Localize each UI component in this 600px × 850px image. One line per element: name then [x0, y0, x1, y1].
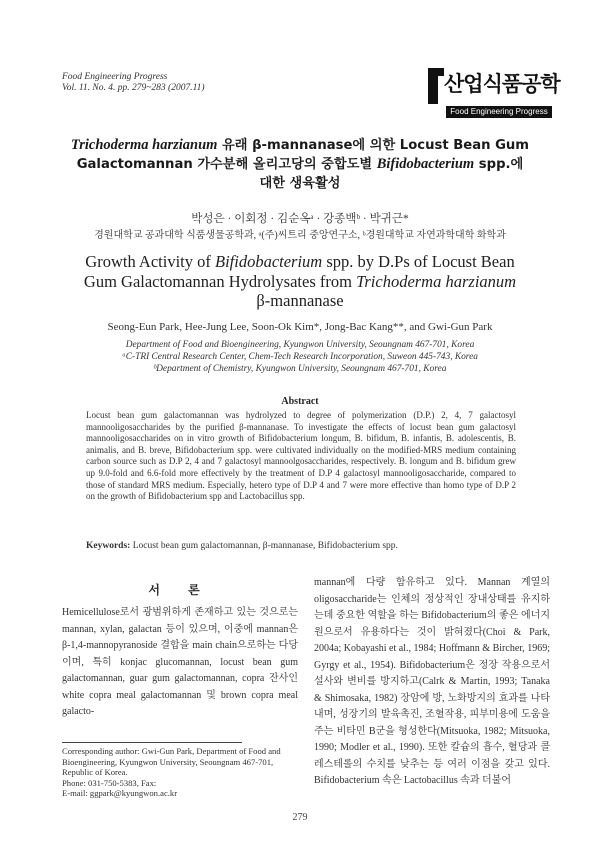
body-column-right: mannan에 다량 함유하고 있다. Mannan 계열의 oligosaccharide는 인체의 정상적인 장내상태를 유지하는데 중요한 역할을 하는 Bifidobacterium의 좋은 에너지원으로서 유용하다는 것이 밝혀졌다(Choi & Park, 2004a; Kobayashi et al., 1984; Hoffmann & Bircher, 1969; Gyrgy et al., 1954). Bifidobacterium은 정장 작용으로서 설사와 변비를 방지하고(Calrk & Martin, 1993; Tanaka & Shimosaka, 1982) 장암에 방, 노화방지의 효과를 나타내며, 성장기의 발육촉진, 조혈작용, 피부미용에 도움을 주는 비타민 B군을 형성한다(Mitsuoka, 1982; Mitsuoka, 1990; Modler et al., 1990). 또한 칼슘의 흡수, 혈당과 콜레스테롤의 수치를 낮추는 등 여러 이점을 갖고 있다. Bifidobacterium 속은 Lactobacillus 속과 더불어 [314, 577, 550, 786]
footnote-line: E-mail: ggpark@kyungwon.ac.kr [62, 788, 178, 799]
korean-title-species: Trichoderma harzianum [70, 137, 218, 153]
korean-affiliation: 경원대학교 공과대학 식품생물공학과, ᵃ(주)씨트리 중앙연구소, ᵇ경원대학교 자연과학대학 화학과 [94, 230, 506, 241]
journal-volume: Vol. 11. No. 4. pp. 279~283 (2007.11) [62, 83, 205, 93]
keywords [86, 541, 516, 551]
keywords-text: Locust bean gum galactomannan, β-mannanase, Bifidobacterium spp. [130, 541, 398, 551]
body-column-left: Hemicellulose로서 광범위하게 존재하고 있는 것으로는 mannan, xylan, galactan 등이 있으며, 이중에 mannan은 β-1,4-mannopyranoside 결합을 main chain으로하는 다당이며, 특히 konjac glucomannan, locust bean gum galactomannan, guar gum galactomannan, copra 잔사인 white copra meal galactomannan 및 brown copra meal galacto- [62, 607, 298, 717]
logo-mark [428, 68, 438, 104]
korean-title-line2-end: spp.에 [474, 157, 524, 172]
korean-title-line1: 유래 β-mannanase에 의한 Locust Bean Gum [217, 138, 530, 153]
affiliation-line: ᵃC-TRI Central Research Center, Chem-Tech Research Incorporation, Suweon 445-743, Korea [122, 352, 478, 362]
abstract-heading: Abstract [281, 396, 319, 407]
footnote-line: Phone: 031-750-5383, Fax: [62, 777, 157, 788]
english-authors: Seong-Eun Park, Hee-Jung Lee, Soon-Ok Kim*, Jong-Bac Kang**, and Gwi-Gun Park [107, 321, 493, 333]
english-affiliations [0, 339, 600, 375]
logo-text: 산업식품공학 [444, 72, 560, 96]
keywords-label: Keywords: [86, 541, 131, 551]
logo-subtitle: Food Engineering Progress [446, 106, 552, 118]
section-heading-introduction: 서 론 [148, 583, 212, 597]
english-title-line3: β-mannanase [256, 291, 344, 310]
english-title-line2-start: Gum Galactomannan Hydrolysates from [83, 271, 357, 291]
abstract-text: Locust bean gum galactomannan was hydrolyzed to degree of polymerization (D.P.) 2, 4, 7 galactosyl mannooligosaccharides by the purified β-mannanase. To investigate the effects of locust bean gum galactosyl mannooligosaccharides on in vitro growth of Bifidobacterium longum, B. bifidum, B. infantis, B. adolescentis, B. animalis, and B. breve, Bifidobacterium spp. were cultivated individually on the modified-MRS medium containing carbon source such as D.P 2, 4 and 7 galactosyl mannoolgosaccharides, respectively. B. longum and B. bifidum grew up 9.0-fold and 6.6-fold more effectively by the treatment of D.P 4 galactosyl mannooligosaccharide, compared to those of standard MRS medium. Especially, hetero type of D.P 4 and 7 were more effective than homo type of D.P 2 on the growth of Bifidobacterium spp and Lactobacillus spp. [86, 410, 516, 502]
english-title [40, 252, 560, 311]
korean-authors: 박성은 · 이회정 · 김순옥ᵃ · 강종백ᵇ · 박귀근* [191, 213, 409, 225]
journal-logo [428, 66, 560, 124]
page-number: 279 [292, 812, 308, 823]
footnote-line: Corresponding author: Gwi-Gun Park, Department of Food and Bioengineering, Kyungwon University, Seoungnam 467-701, Republic of Korea. [62, 746, 281, 778]
footnote-divider [62, 742, 242, 743]
affiliation-line: ᵇDepartment of Chemistry, Kyungwon University, Seoungnam 467-701, Korea [153, 364, 447, 374]
journal-header [62, 72, 205, 94]
korean-title-genus: Bifidobacterium [376, 156, 475, 172]
english-title-genus: Bifidobacterium [214, 252, 323, 271]
journal-name: Food Engineering Progress [62, 72, 168, 82]
affiliation-line: Department of Food and Bioengineering, Kyungwon University, Seoungnam 467-701, Korea [125, 340, 475, 350]
corresponding-author-footnote [62, 746, 302, 799]
english-title-line1-start: Growth Activity of [85, 252, 215, 271]
english-title-line1-end: spp. by D.Ps of Locust Bean [322, 252, 515, 271]
korean-title [40, 136, 560, 193]
korean-title-line2-start: Galactomannan 가수분해 올리고당의 중합도별 [76, 157, 377, 172]
english-title-species: Trichoderma harzianum [356, 271, 517, 291]
korean-title-line3: 대한 생육활성 [259, 176, 341, 191]
